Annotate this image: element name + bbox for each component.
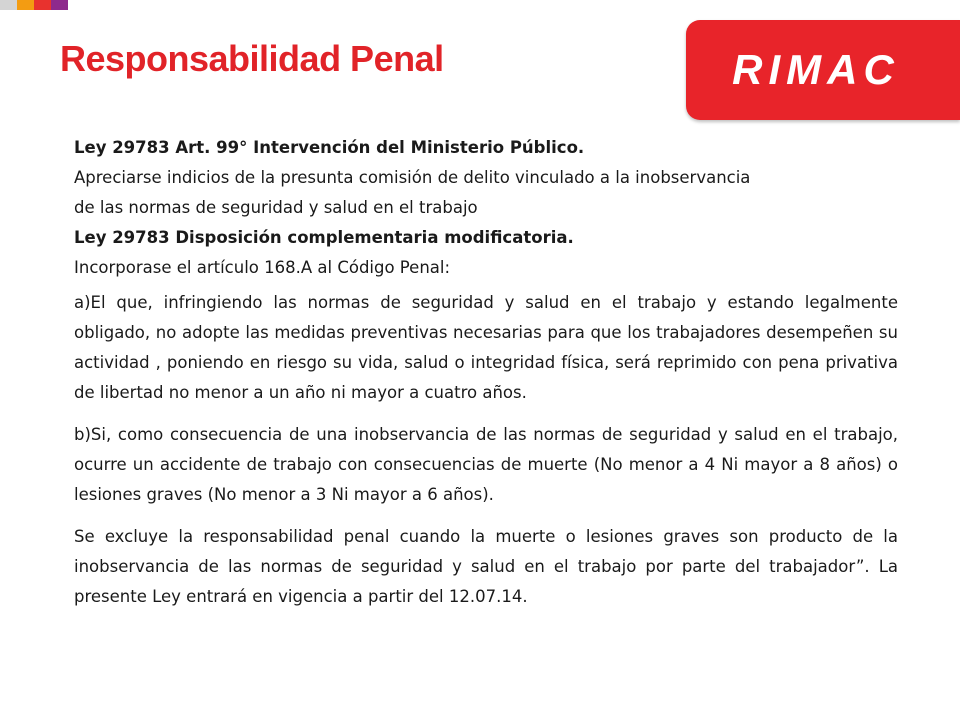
law-heading-art-99: Ley 29783 Art. 99° Intervención del Ministerio Público.: [74, 138, 585, 157]
paragraph-b: b)Si, como consecuencia de una inobservancia de las normas de seguridad y salud en el trabajo, ocurre un accidente de trabajo con consecuencias de muerte (No menor a 4 Ni mayor a 8 años) o lesiones graves (No menor a 3 Ni mayor a 6 años).: [74, 425, 898, 504]
intro-text-line-2: de las normas de seguridad y salud en el trabajo: [74, 198, 478, 217]
body-paragraphs: [74, 288, 898, 624]
logo-text: RIMAC: [732, 46, 900, 93]
intro-text-line-1: Apreciarse indicios de la presunta comisión de delito vinculado a la inobservancia: [74, 168, 751, 187]
color-bar-red-segment: [34, 0, 51, 10]
paragraph-a: a)El que, infringiendo las normas de seguridad y salud en el trabajo y estando legalmente obligado, no adopte las medidas preventivas necesarias para que los trabajadores desempeñen su actividad , poniendo en riesgo su vida, salud o integridad física, será reprimido con pena privativa de libertad no menor a un año ni mayor a cuatro años.: [74, 293, 898, 402]
color-bar-gray-segment: [0, 0, 17, 10]
color-bar-orange-segment: [17, 0, 34, 10]
top-color-bar: [0, 0, 68, 10]
intro-text-line-3: Incorporase el artículo 168.A al Código Penal:: [74, 258, 451, 277]
paragraph-exclusion: Se excluye la responsabilidad penal cuando la muerte o lesiones graves son producto de la inobservancia de las normas de seguridad y salud en el trabajo por parte del trabajador”. La presente Ley entrará en vigencia a partir del 12.07.14.: [74, 527, 898, 606]
law-heading-disposicion: Ley 29783 Disposición complementaria modificatoria.: [74, 228, 574, 247]
intro-block: [74, 133, 874, 283]
color-bar-purple-segment: [51, 0, 68, 10]
rimac-logo: [686, 20, 960, 120]
page-title: Responsabilidad Penal: [60, 38, 444, 79]
